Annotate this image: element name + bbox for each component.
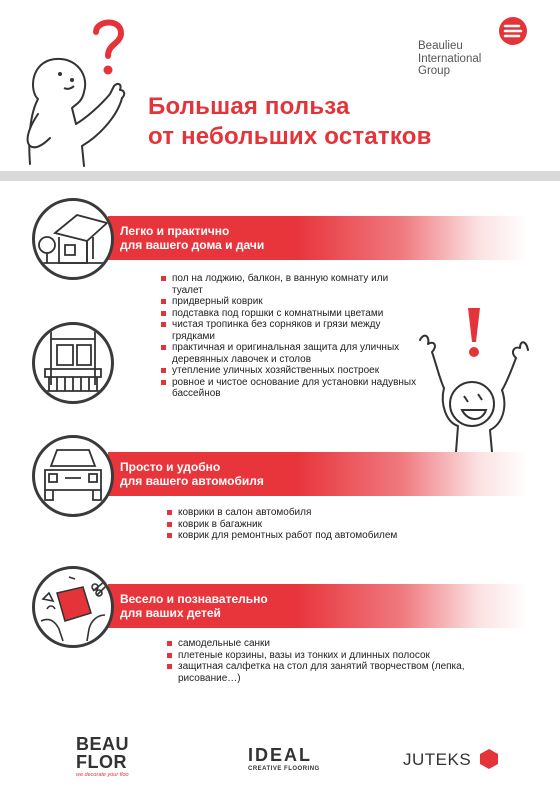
list-item: придверный коврик bbox=[161, 296, 421, 308]
list-item: коврик для ремонтных работ под автомобилем bbox=[167, 530, 467, 542]
title-line-1: Большая польза bbox=[148, 93, 350, 120]
section-heading-line-2: для вашего дома и дачи bbox=[120, 238, 265, 252]
juteks-name: JUTEKS bbox=[403, 750, 472, 769]
list-item: подставка под горшки с комнатными цветами bbox=[161, 308, 421, 320]
section-home-heading bbox=[108, 216, 528, 260]
list-item: утепление уличных хозяйственных построек bbox=[161, 365, 421, 377]
list-item: самодельные санки bbox=[167, 638, 467, 650]
juteks-hexagon-icon bbox=[478, 748, 500, 770]
car-trunk-icon bbox=[32, 435, 114, 517]
beauflor-logo bbox=[76, 735, 166, 779]
section-heading-line-1: Просто и удобно bbox=[120, 460, 221, 474]
brand-line-3: Group bbox=[418, 65, 450, 77]
ideal-name: IDEAL bbox=[248, 745, 312, 765]
header-divider bbox=[0, 171, 560, 181]
brand-name bbox=[418, 40, 528, 78]
section-car-heading bbox=[108, 452, 528, 496]
list-item: ровное и чистое основание для установки надувных бассейнов bbox=[161, 377, 421, 400]
section-home-list bbox=[161, 273, 421, 400]
section-heading-line-1: Весело и познавательно bbox=[120, 592, 268, 606]
page-title bbox=[148, 92, 508, 152]
house-icon bbox=[32, 198, 114, 280]
ideal-tagline: CREATIVE FLOORING bbox=[248, 766, 320, 772]
section-heading-line-1: Легко и практично bbox=[120, 224, 230, 238]
section-heading-line-2: для вашего автомобиля bbox=[120, 474, 264, 488]
list-item: практичная и оригинальная защита для уличных деревянных лавочек и столов bbox=[161, 342, 421, 365]
ideal-logo bbox=[248, 745, 338, 773]
list-item: коврики в салон автомобиля bbox=[167, 507, 467, 519]
happy-character-icon bbox=[410, 330, 540, 455]
thinking-character-icon bbox=[10, 44, 140, 169]
title-line-2: от небольших остатков bbox=[148, 123, 432, 150]
list-item: плетеные корзины, вазы из тонких и длинных полосок bbox=[167, 650, 467, 662]
section-kids-heading bbox=[108, 584, 528, 628]
juteks-logo bbox=[403, 748, 513, 771]
kids-craft-icon bbox=[32, 566, 114, 648]
section-car-list bbox=[167, 507, 467, 542]
list-item: чистая тропинка без сорняков и грязи между грядками bbox=[161, 319, 421, 342]
beauflor-line-1: BEAU bbox=[76, 734, 130, 754]
balcony-icon bbox=[32, 322, 114, 404]
section-kids-list bbox=[167, 638, 467, 684]
section-heading-line-2: для ваших детей bbox=[120, 606, 221, 620]
beauflor-line-2: FLOR bbox=[76, 752, 127, 772]
list-item: пол на лоджию, балкон, в ванную комнату или туалет bbox=[161, 273, 421, 296]
list-item: защитная салфетка на стол для занятий творчеством (лепка, рисование…) bbox=[167, 661, 467, 684]
brand-line-2: International bbox=[418, 52, 482, 65]
list-item: коврик в багажник bbox=[167, 519, 467, 531]
beauflor-tagline: we decorate your floo bbox=[76, 772, 129, 778]
brand-line-1: Beaulieu bbox=[418, 40, 463, 52]
